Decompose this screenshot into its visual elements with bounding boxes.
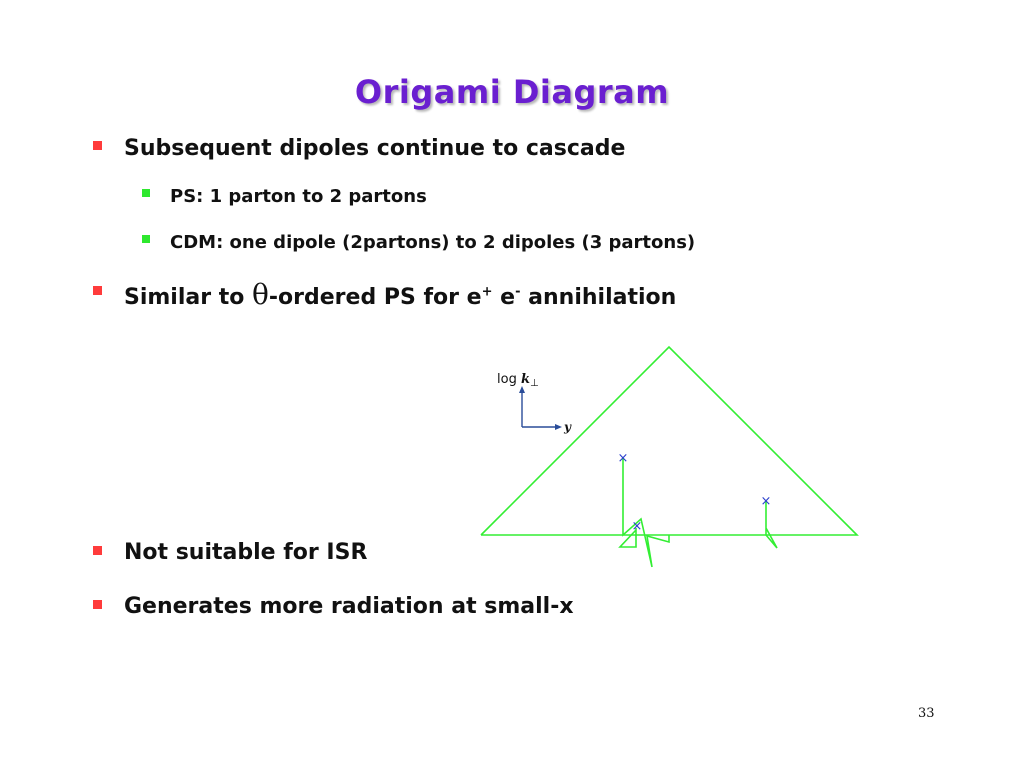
emission-marker-left: × xyxy=(617,451,629,466)
theta-symbol: θ xyxy=(252,278,269,311)
green-bullet-marker xyxy=(142,189,150,197)
plus-superscript: + xyxy=(481,284,493,300)
subbullet-cdm: CDM: one dipole (2partons) to 2 dipoles (3 partons) xyxy=(170,232,696,253)
green-bullet-marker xyxy=(142,235,150,243)
x-axis-arrowhead xyxy=(555,424,562,430)
bullet-similar-theta-ordered xyxy=(124,278,676,311)
bullet-mid: -ordered PS for e xyxy=(268,285,482,310)
red-bullet-marker xyxy=(93,546,102,555)
bullet-suffix: annihilation xyxy=(520,285,677,310)
main-triangle xyxy=(481,347,857,535)
subbullet-ps: PS: 1 parton to 2 partons xyxy=(170,186,427,207)
red-bullet-marker xyxy=(93,141,102,150)
y-axis-label: $\log k_\perp$ xyxy=(497,372,539,389)
emission-markers xyxy=(618,451,772,534)
minus-superscript: - xyxy=(515,284,521,300)
axes-group xyxy=(519,386,562,430)
slide-title: Origami Diagram xyxy=(354,73,670,111)
red-bullet-marker xyxy=(93,286,102,295)
left-emission-fold xyxy=(623,458,669,567)
y-axis-arrowhead xyxy=(519,386,525,393)
red-bullet-marker xyxy=(93,600,102,609)
electron-label: e xyxy=(492,285,516,310)
emission-marker-inner: × xyxy=(631,519,643,534)
page-number: 33 xyxy=(918,706,935,721)
bullet-small-x-radiation: Generates more radiation at small-x xyxy=(124,594,574,619)
emission-marker-right: × xyxy=(760,494,772,509)
bullet-subsequent-dipoles: Subsequent dipoles continue to cascade xyxy=(124,136,626,161)
bullet-prefix: Similar to xyxy=(124,285,253,310)
bullet-not-suitable-isr: Not suitable for ISR xyxy=(124,540,368,565)
origami-diagram xyxy=(470,340,870,580)
x-axis-label: y xyxy=(564,420,571,434)
